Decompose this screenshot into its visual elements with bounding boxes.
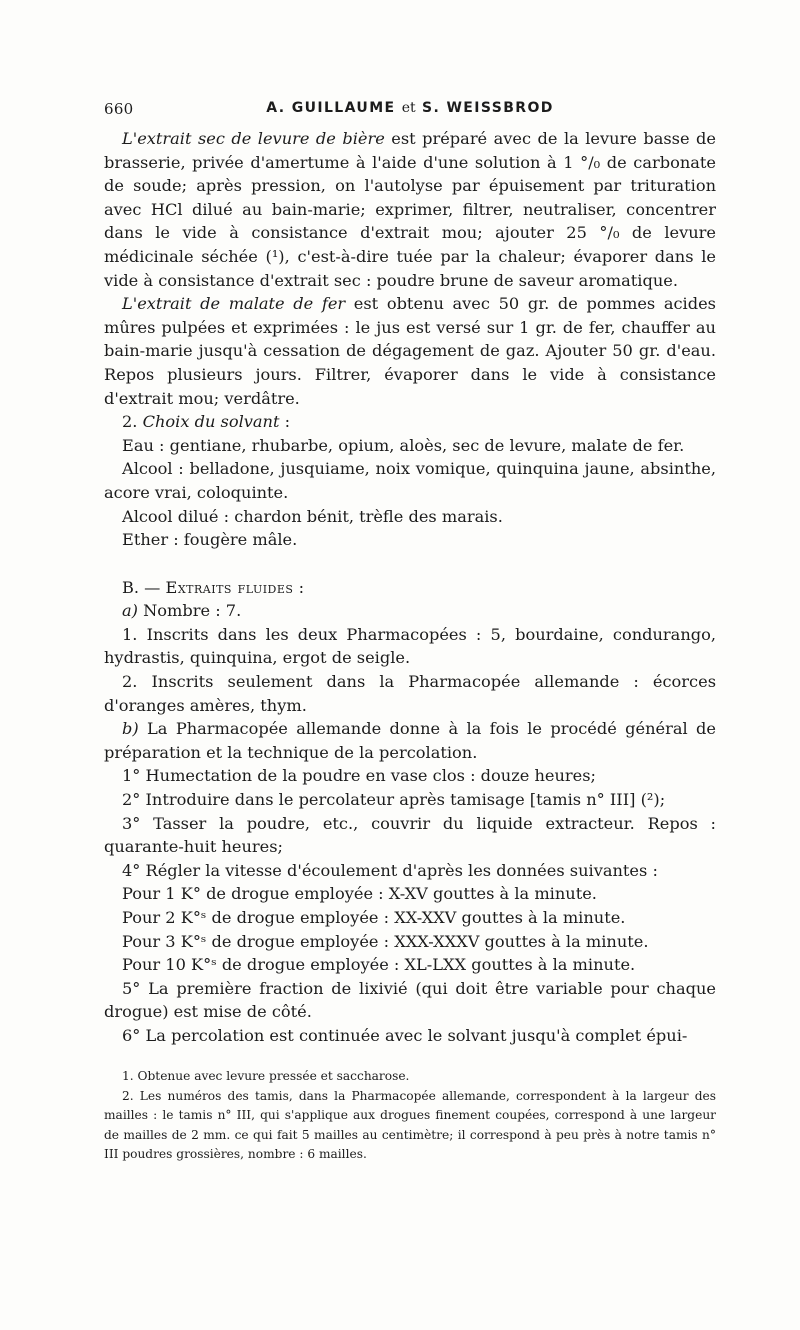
step-5: 5° La première fraction de lixivié (qui doit être variable pour chaque drogue) est mise de côté. — [104, 978, 716, 1022]
step-2: 2° Introduire dans le percolateur après tamisage [tamis n° III] (²); — [122, 790, 666, 810]
heading-choix-solvant: 2. Choix du solvant : — [122, 412, 291, 432]
solvent-alcool: Alcool : belladone, jusquiame, noix vomique, quinquina jaune, absinthe, acore vrai, coloquinte. — [104, 459, 716, 502]
term-extrait-levure: L'extrait sec de levure de bière — [122, 129, 385, 148]
author-guillaume: A. GUILLAUME — [266, 100, 396, 116]
footnote-2: 2. Les numéros des tamis, dans la Pharmacopée allemande, correspondent à la largeur des mailles : le tamis n° III, qui s'applique aux drogues finement coupées, correspond à une largeur de mailles de 2 mm. ce qui fait 5 mailles au centimètre; il correspond à peu près à notre tamis n° III poudres grossières, nombre : 6 mailles. — [104, 1088, 716, 1162]
step-4: 4° Régler la vitesse d'écoulement d'après les données suivantes : — [122, 860, 658, 880]
rate-1kg: Pour 1 K° de drogue employée : X-XV gouttes à la minute. — [122, 884, 597, 904]
paragraph-extrait-levure: L'extrait sec de levure de bière est préparé avec de la levure basse de brasserie, privée d'amertume à l'aide d'une solution à 1 °/₀ de carbonate de soude; après pression, on l'autolyse par épuisement par trituration avec HCl dilué au bain-marie; exprimer, filtrer, neutraliser, concentrer dans le vide à consistance d'extrait mou; ajouter 25 °/₀ de levure médicinale séchée (¹), c'est-à-dire tuée par la chaleur; évaporer dans le vide à consistance d'extrait sec : poudre brune de saveur aromatique. — [104, 129, 716, 290]
item-inscrits-allemande: 2. Inscrits seulement dans la Pharmacopée allemande : écorces d'oranges amères, thym. — [104, 672, 716, 715]
solvent-ether: Ether : fougère mâle. — [122, 530, 298, 550]
rate-3kg: Pour 3 K°ˢ de drogue employée : XXX-XXXV gouttes à la minute. — [122, 931, 649, 951]
footnote-ref-1: (¹) — [265, 246, 285, 266]
item-pharmacopee-procede: b) La Pharmacopée allemande donne à la fois le procédé général de préparation et la technique de la percolation. — [104, 719, 716, 762]
author-weissbrod: S. WEISSBROD — [421, 100, 554, 116]
step-6: 6° La percolation est continuée avec le solvant jusqu'à complet épui- — [122, 1025, 688, 1045]
page-number: 660 — [104, 100, 134, 118]
footnote-ref-2: (²) — [640, 790, 660, 810]
author-conjunction: et — [401, 100, 416, 116]
running-head — [104, 100, 716, 120]
solvent-alcool-dilue: Alcool dilué : chardon bénit, trèfle des marais. — [122, 506, 503, 526]
step-3: 3° Tasser la poudre, etc., couvrir du liquide extracteur. Repos : quarante-huit heures; — [104, 813, 716, 857]
item-nombre: a) Nombre : 7. — [122, 601, 242, 621]
footnotes — [104, 1067, 716, 1165]
rate-2kg: Pour 2 K°ˢ de drogue employée : XX-XXV gouttes à la minute. — [122, 908, 626, 927]
item-inscrits-deux: 1. Inscrits dans les deux Pharmacopées : 5, bourdaine, condurango, hydrastis, quinquina, ergot de seigle. — [104, 624, 716, 668]
rate-10kg: Pour 10 K°ˢ de drogue employée : XL-LXX gouttes à la minute. — [122, 955, 636, 975]
step-1: 1° Humectation de la poudre en vase clos : douze heures; — [122, 766, 596, 786]
body-text — [104, 127, 716, 1048]
section-heading-extraits-fluides: B. — Extraits fluides : — [122, 577, 305, 597]
footnote-1: 1. Obtenue avec levure pressée et saccharose. — [122, 1069, 410, 1083]
solvent-eau: Eau : gentiane, rhubarbe, opium, aloès, sec de levure, malate de fer. — [122, 435, 685, 455]
term-extrait-malate: L'extrait de malate de fer — [122, 294, 346, 314]
paragraph-extrait-malate: L'extrait de malate de fer est obtenu avec 50 gr. de pommes acides mûres pulpées et exprimées : le jus est versé sur 1 gr. de fer, chauffer au bain-marie jusqu'à cessation de dégagement de gaz. Ajouter 50 gr. d'eau. Repos plusieurs jours. Filtrer, évaporer dans le vide à consistance d'extrait mou; verdâtre. — [104, 294, 716, 408]
running-head-authors — [104, 100, 716, 116]
